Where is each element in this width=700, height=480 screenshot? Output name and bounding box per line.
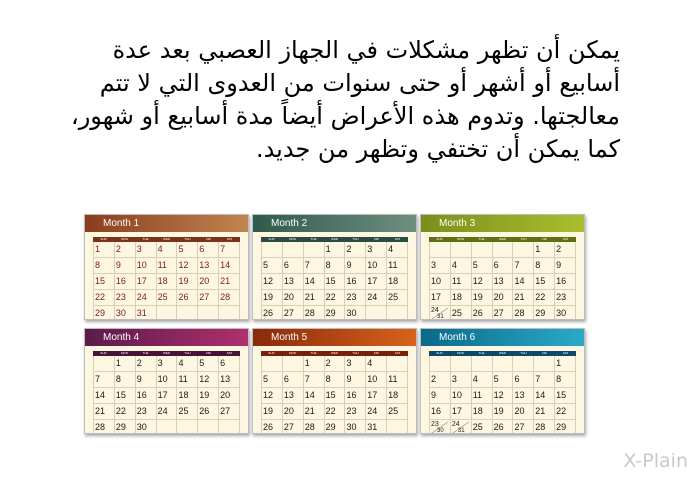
- calendar-day: 1: [304, 356, 325, 371]
- day-of-week-label: FRI: [542, 237, 547, 241]
- calendar-week-row: [93, 242, 240, 258]
- calendar-day: 6: [219, 356, 240, 371]
- calendar-week-row: [261, 274, 408, 290]
- calendar-month-2: [252, 214, 417, 320]
- calendar-day: 13: [219, 372, 240, 387]
- calendar-week-row: [429, 404, 576, 420]
- calendar-week-row: [93, 290, 240, 306]
- calendar-day: 3: [366, 242, 387, 257]
- calendar-day: $^{24}$ 31: [451, 420, 472, 434]
- calendar-day: 3: [345, 356, 366, 371]
- calendar-day: [261, 356, 283, 371]
- calendar-day: 14: [219, 258, 240, 273]
- calendar-day: 3: [157, 356, 178, 371]
- day-of-week-label: SAT: [562, 237, 569, 241]
- calendar-day: 29: [555, 420, 576, 434]
- calendar-day: 1: [555, 356, 576, 371]
- calendar-week-row: [261, 290, 408, 306]
- calendar-week-row: [93, 404, 240, 420]
- calendar-day: [261, 242, 283, 257]
- calendar-week-row: [429, 420, 576, 434]
- calendar-day: 15: [115, 388, 136, 403]
- calendar-month-5: [252, 328, 417, 434]
- calendar-day: 22: [93, 290, 115, 305]
- calendar-day: 2: [555, 242, 576, 257]
- day-of-week-label: MON: [121, 351, 128, 355]
- day-of-week-label: WED: [163, 351, 170, 355]
- calendar-day: 23: [345, 290, 366, 305]
- calendar-day: [493, 242, 514, 257]
- calendar-day: 8: [325, 372, 346, 387]
- calendar-day: 1: [93, 242, 115, 257]
- calendar-day: 7: [304, 372, 325, 387]
- calendar-day: 7: [219, 242, 240, 257]
- calendar-day: [157, 306, 178, 320]
- calendar-day: 4: [472, 372, 493, 387]
- calendar-day: [451, 242, 472, 257]
- calendar-day: 30: [345, 306, 366, 320]
- calendar-day: 8: [115, 372, 136, 387]
- day-of-week-label: WED: [163, 237, 170, 241]
- calendar-day: 5: [177, 242, 198, 257]
- calendar-day: 4: [387, 242, 408, 257]
- day-of-week-label: SAT: [394, 351, 401, 355]
- calendar-day: 10: [366, 372, 387, 387]
- calendar-day: 27: [219, 404, 240, 419]
- calendar-day: 16: [345, 388, 366, 403]
- calendar-day: 14: [513, 274, 534, 289]
- calendar-week-row: [429, 356, 576, 372]
- calendar-day: 15: [534, 274, 555, 289]
- day-of-week-label: THU: [352, 237, 359, 241]
- calendar-day: 4: [451, 258, 472, 273]
- calendar-day: [219, 420, 240, 434]
- calendar-day: 12: [261, 274, 283, 289]
- calendar-day: 18: [177, 388, 198, 403]
- calendar-day: 18: [472, 404, 493, 419]
- day-of-week-label: THU: [184, 351, 191, 355]
- calendar-day: 13: [493, 274, 514, 289]
- calendar-day: 17: [451, 404, 472, 419]
- calendar-week-row: [93, 258, 240, 274]
- day-of-week-label: MON: [289, 351, 296, 355]
- calendar-week-row: [93, 420, 240, 434]
- day-of-week-label: SAT: [394, 237, 401, 241]
- calendar-day: 25: [387, 404, 408, 419]
- calendar-day: [534, 356, 555, 371]
- body-paragraph: يمكن أن تظهر مشكلات في الجهاز العصبي بعد عدة أسابيع أو أشهر أو حتى سنوات من العدوى التي لا تتم معالجتها. وتدوم هذه الأعراض أيضاً مدة أسابيع أو شهور، كما يمكن أن تختفي وتظهر من جديد.: [70, 36, 620, 163]
- calendar-day: 26: [198, 404, 219, 419]
- calendar-day: [283, 356, 304, 371]
- calendar-day: 18: [451, 290, 472, 305]
- day-of-week-label: TUE: [310, 237, 317, 241]
- calendar-week-row: [93, 372, 240, 388]
- calendar-day: 17: [136, 274, 157, 289]
- calendar-day: 22: [534, 290, 555, 305]
- calendar-day: [157, 420, 178, 434]
- calendar-day: 28: [93, 420, 115, 434]
- calendar-day: 26: [493, 420, 514, 434]
- calendar-day: 4: [177, 356, 198, 371]
- day-of-week-label: SUN: [100, 237, 107, 241]
- calendar-week-row: [261, 404, 408, 420]
- day-of-week-label: TUE: [142, 237, 149, 241]
- calendar-day: 9: [115, 258, 136, 273]
- calendar-day: 23: [555, 290, 576, 305]
- calendar-day: 20: [283, 404, 304, 419]
- calendar-day: 9: [345, 372, 366, 387]
- calendar-day: 29: [534, 306, 555, 320]
- calendar-day: 17: [366, 388, 387, 403]
- calendar-day: 20: [219, 388, 240, 403]
- calendar-day: 29: [115, 420, 136, 434]
- day-of-week-label: SAT: [562, 351, 569, 355]
- calendar-day: [387, 306, 408, 320]
- calendar-week-row: [261, 388, 408, 404]
- calendar-day: 7: [304, 258, 325, 273]
- calendar-day: 10: [157, 372, 178, 387]
- day-of-week-label: FRI: [206, 351, 211, 355]
- calendar-day: 17: [366, 274, 387, 289]
- calendar-day: $^{23}$ 30: [429, 420, 451, 434]
- calendar-day: 21: [304, 404, 325, 419]
- calendar-day: 10: [451, 388, 472, 403]
- calendar-day: 5: [493, 372, 514, 387]
- calendar-week-row: [93, 306, 240, 320]
- calendar-day: 30: [555, 306, 576, 320]
- calendar-day: 20: [513, 404, 534, 419]
- calendar-month-title: Month 3: [421, 215, 584, 232]
- calendar-day: [387, 356, 408, 371]
- calendar-day: 2: [345, 242, 366, 257]
- day-of-week-label: WED: [499, 237, 506, 241]
- calendar-week-row: [261, 420, 408, 434]
- day-of-week-label: FRI: [206, 237, 211, 241]
- calendar-day: 10: [429, 274, 451, 289]
- calendar-month-title: Month 4: [85, 329, 248, 346]
- calendar-day: 10: [366, 258, 387, 273]
- calendar-day: 16: [555, 274, 576, 289]
- calendar-week-row: [429, 290, 576, 306]
- calendar-day: 14: [304, 388, 325, 403]
- calendar-day: 16: [115, 274, 136, 289]
- calendar-day: 19: [493, 404, 514, 419]
- calendar-day: 24: [366, 404, 387, 419]
- calendar-day: [451, 356, 472, 371]
- calendar-day: 19: [177, 274, 198, 289]
- calendar-day: 22: [325, 404, 346, 419]
- calendar-day: [366, 306, 387, 320]
- calendar-day: 6: [198, 242, 219, 257]
- calendar-day: 30: [115, 306, 136, 320]
- day-of-week-label: SUN: [268, 351, 275, 355]
- calendar-day: 5: [261, 372, 283, 387]
- calendar-week-row: [429, 242, 576, 258]
- calendar-day: 22: [115, 404, 136, 419]
- calendar-day: 22: [325, 290, 346, 305]
- calendar-day: 7: [513, 258, 534, 273]
- calendar-day: 22: [555, 404, 576, 419]
- calendar-day: 27: [198, 290, 219, 305]
- calendar-day: 30: [136, 420, 157, 434]
- calendar-day: 20: [493, 290, 514, 305]
- calendar-day: 17: [429, 290, 451, 305]
- day-of-week-label: SAT: [226, 351, 233, 355]
- calendar-day: 26: [261, 306, 283, 320]
- calendar-day: 31: [366, 420, 387, 434]
- calendar-month-title: Month 2: [253, 215, 416, 232]
- day-of-week-label: SUN: [268, 237, 275, 241]
- day-of-week-label: TUE: [142, 351, 149, 355]
- calendar-day: 3: [451, 372, 472, 387]
- calendar-day: 29: [325, 420, 346, 434]
- calendar-day: 23: [115, 290, 136, 305]
- day-of-week-label: SUN: [100, 351, 107, 355]
- calendar-day: 9: [555, 258, 576, 273]
- calendar-day: 26: [472, 306, 493, 320]
- calendar-day: 9: [136, 372, 157, 387]
- day-of-week-label: THU: [520, 237, 527, 241]
- calendar-day: 11: [177, 372, 198, 387]
- calendar-day: 6: [283, 258, 304, 273]
- calendar-week-row: [429, 274, 576, 290]
- calendar-day: 13: [283, 388, 304, 403]
- calendar-day: [387, 420, 408, 434]
- day-of-week-label: TUE: [478, 237, 485, 241]
- calendar-day: [304, 242, 325, 257]
- calendar-day: 15: [93, 274, 115, 289]
- calendar-day: [177, 306, 198, 320]
- calendar-day: 9: [345, 258, 366, 273]
- calendar-day: [513, 242, 534, 257]
- calendar-day: 15: [555, 388, 576, 403]
- calendar-month-4: [84, 328, 249, 434]
- calendar-day: 24: [366, 290, 387, 305]
- calendar-day: 21: [93, 404, 115, 419]
- calendar-day: 3: [429, 258, 451, 273]
- calendar-week-row: [261, 258, 408, 274]
- calendar-week-row: [261, 306, 408, 320]
- calendar-week-row: [93, 356, 240, 372]
- calendar-day: 19: [198, 388, 219, 403]
- calendar-day: 10: [136, 258, 157, 273]
- calendar-day: [429, 356, 451, 371]
- calendar-day: 15: [325, 274, 346, 289]
- calendar-week-row: [429, 372, 576, 388]
- calendar-day: 23: [136, 404, 157, 419]
- calendar-week-row: [429, 306, 576, 320]
- calendar-day: 9: [429, 388, 451, 403]
- calendar-day: 11: [387, 372, 408, 387]
- day-of-week-label: TUE: [310, 351, 317, 355]
- calendar-day: 12: [177, 258, 198, 273]
- calendar-day: [493, 356, 514, 371]
- calendar-day: [198, 420, 219, 434]
- calendar-day: 5: [472, 258, 493, 273]
- calendar-day: 25: [387, 290, 408, 305]
- calendar-day: 24: [136, 290, 157, 305]
- calendar-day: 12: [472, 274, 493, 289]
- calendar-day: 1: [115, 356, 136, 371]
- calendar-day: [472, 356, 493, 371]
- xplain-logo: X-Plain: [623, 450, 688, 472]
- day-of-week-label: THU: [352, 351, 359, 355]
- calendar-day: [93, 356, 115, 371]
- calendar-day: 6: [493, 258, 514, 273]
- calendar-day: [198, 306, 219, 320]
- calendar-day: 16: [429, 404, 451, 419]
- calendar-week-row: [93, 388, 240, 404]
- calendar-day: 23: [345, 404, 366, 419]
- calendar-day: 31: [136, 306, 157, 320]
- calendar-day: 24: [157, 404, 178, 419]
- day-of-week-label: SUN: [436, 351, 443, 355]
- calendar-day: 25: [472, 420, 493, 434]
- calendar-day: 11: [451, 274, 472, 289]
- calendar-week-row: [261, 242, 408, 258]
- calendar-month-1: [84, 214, 249, 320]
- day-of-week-label: MON: [457, 351, 464, 355]
- calendar-day: 5: [198, 356, 219, 371]
- day-of-week-label: MON: [289, 237, 296, 241]
- calendar-week-row: [429, 258, 576, 274]
- calendar-week-row: [261, 356, 408, 372]
- calendar-day: [177, 420, 198, 434]
- calendar-day: 6: [283, 372, 304, 387]
- calendar-day: 20: [198, 274, 219, 289]
- day-of-week-label: MON: [457, 237, 464, 241]
- calendar-day: 28: [304, 420, 325, 434]
- calendar-day: 18: [157, 274, 178, 289]
- calendar-day: 2: [136, 356, 157, 371]
- calendar-day: 4: [366, 356, 387, 371]
- calendar-month-title: Month 5: [253, 329, 416, 346]
- day-of-week-label: THU: [520, 351, 527, 355]
- calendar-day: 1: [325, 242, 346, 257]
- day-of-week-label: WED: [499, 351, 506, 355]
- calendar-day: 5: [261, 258, 283, 273]
- calendar-day: 11: [157, 258, 178, 273]
- calendar-month-title: Month 1: [85, 215, 248, 232]
- calendar-day: 25: [157, 290, 178, 305]
- calendar-day: 14: [534, 388, 555, 403]
- calendar-day: 13: [198, 258, 219, 273]
- calendar-day: 4: [157, 242, 178, 257]
- calendar-day: 29: [93, 306, 115, 320]
- calendar-day: 14: [304, 274, 325, 289]
- calendar-day: 14: [93, 388, 115, 403]
- calendar-day: 2: [115, 242, 136, 257]
- day-of-week-label: THU: [184, 237, 191, 241]
- calendar-day: $^{24}$ 31: [429, 306, 451, 320]
- calendar-day: 18: [387, 388, 408, 403]
- day-of-week-label: FRI: [542, 351, 547, 355]
- calendar-day: 18: [387, 274, 408, 289]
- calendar-day: 26: [177, 290, 198, 305]
- day-of-week-label: FRI: [374, 351, 379, 355]
- day-of-week-label: SAT: [226, 237, 233, 241]
- day-of-week-label: WED: [331, 237, 338, 241]
- calendar-day: 11: [472, 388, 493, 403]
- calendar-day: 28: [219, 290, 240, 305]
- calendar-month-title: Month 6: [421, 329, 584, 346]
- calendar-day: 21: [513, 290, 534, 305]
- calendar-day: 26: [261, 420, 283, 434]
- calendar-month-3: [420, 214, 585, 320]
- calendar-day: 1: [534, 242, 555, 257]
- day-of-week-label: FRI: [374, 237, 379, 241]
- calendar-day: 8: [555, 372, 576, 387]
- calendar-day: 21: [534, 404, 555, 419]
- calendar-day: 27: [283, 306, 304, 320]
- calendar-week-row: [429, 388, 576, 404]
- calendar-day: 15: [325, 388, 346, 403]
- day-of-week-label: WED: [331, 351, 338, 355]
- calendar-day: 8: [325, 258, 346, 273]
- calendar-day: 28: [513, 306, 534, 320]
- calendar-day: 28: [304, 306, 325, 320]
- calendar-day: 30: [345, 420, 366, 434]
- calendar-day: 13: [283, 274, 304, 289]
- calendar-day: 29: [325, 306, 346, 320]
- calendar-day: 8: [534, 258, 555, 273]
- calendar-week-row: [261, 372, 408, 388]
- calendar-day: 21: [304, 290, 325, 305]
- calendar-day: 3: [136, 242, 157, 257]
- calendar-day: [283, 242, 304, 257]
- calendar-day: 11: [387, 258, 408, 273]
- calendar-day: 12: [198, 372, 219, 387]
- calendar-month-6: [420, 328, 585, 434]
- calendar-day: 17: [157, 388, 178, 403]
- calendar-day: [219, 306, 240, 320]
- calendar-day: 19: [261, 290, 283, 305]
- calendar-day: 19: [472, 290, 493, 305]
- day-of-week-label: MON: [121, 237, 128, 241]
- calendar-day: 27: [493, 306, 514, 320]
- calendar-day: 27: [513, 420, 534, 434]
- calendar-day: 7: [534, 372, 555, 387]
- calendar-day: 25: [177, 404, 198, 419]
- calendar-day: 12: [493, 388, 514, 403]
- calendar-day: 27: [283, 420, 304, 434]
- calendar-day: 7: [93, 372, 115, 387]
- calendar-day: 13: [513, 388, 534, 403]
- calendar-day: 20: [283, 290, 304, 305]
- calendar-day: 8: [93, 258, 115, 273]
- calendar-day: [429, 242, 451, 257]
- calendar-day: 12: [261, 388, 283, 403]
- day-of-week-label: TUE: [478, 351, 485, 355]
- calendar-day: 16: [136, 388, 157, 403]
- calendar-day: 19: [261, 404, 283, 419]
- day-of-week-label: SUN: [436, 237, 443, 241]
- calendar-day: [472, 242, 493, 257]
- calendar-day: 6: [513, 372, 534, 387]
- calendar-day: 2: [325, 356, 346, 371]
- calendar-day: 2: [429, 372, 451, 387]
- calendar-day: 25: [451, 306, 472, 320]
- calendar-day: 16: [345, 274, 366, 289]
- calendar-day: [513, 356, 534, 371]
- calendar-week-row: [93, 274, 240, 290]
- calendar-day: 21: [219, 274, 240, 289]
- calendar-day: 28: [534, 420, 555, 434]
